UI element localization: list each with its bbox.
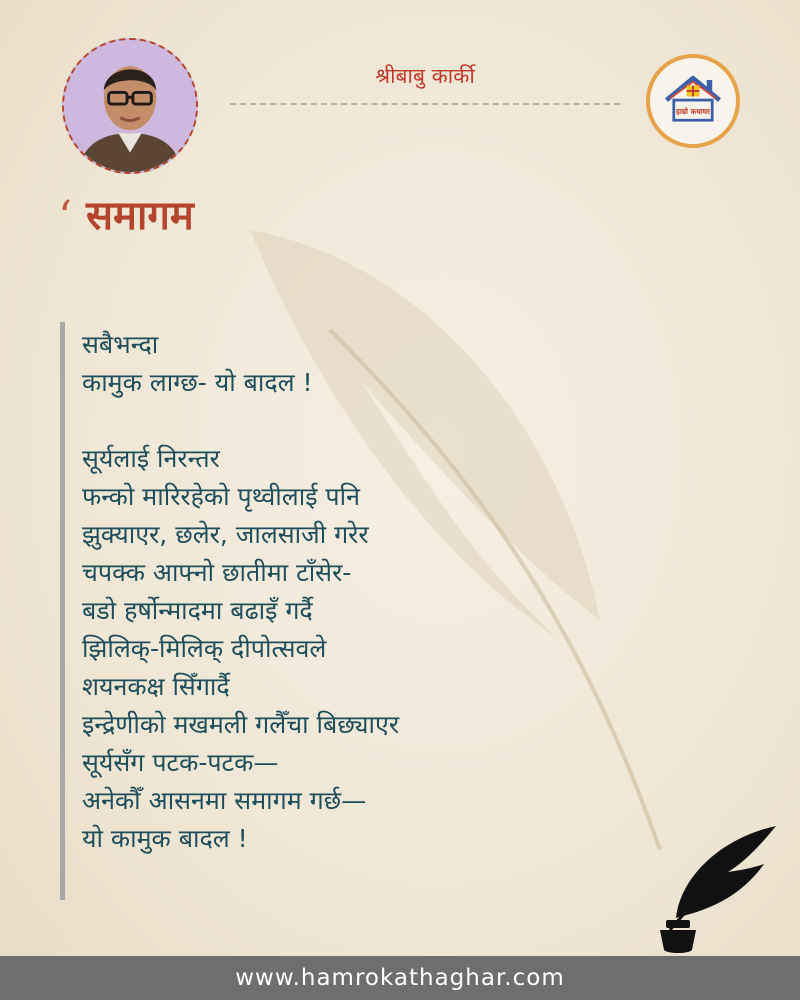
poem-line: सूर्यलाई निरन्तर — [82, 444, 220, 473]
author-avatar — [62, 38, 198, 174]
poem-line: सबैभन्दा — [82, 330, 159, 359]
poem-line: शयनकक्ष सिँगार्दै — [82, 672, 230, 701]
poem-line: फन्को मारिरहेको पृथ्वीलाई पनि — [82, 482, 360, 511]
avatar-portrait-icon — [64, 40, 196, 172]
stanza-break — [82, 402, 642, 440]
poem-line: सूर्यसँग पटक-पटक— — [82, 748, 279, 777]
poem-line: कामुक लाग्छ- यो बादल ! — [82, 368, 313, 397]
poem-body — [82, 326, 642, 858]
quill-inkpot-icon — [640, 818, 780, 958]
poem-line: अनेकौँ आसनमा समागम गर्छ— — [82, 786, 367, 815]
poem-line: झिलिक्-मिलिक् दीपोत्सवले — [82, 634, 327, 663]
poem-title: समागम — [86, 193, 194, 239]
author-name: श्रीबाबु कार्की — [375, 64, 475, 88]
author-divider — [230, 103, 620, 105]
house-logo-icon — [650, 58, 736, 144]
quote-mark-icon: ‘ — [58, 192, 72, 243]
site-logo[interactable] — [646, 54, 740, 148]
poem-line: बडो हर्षोन्मादमा बढाइँ गर्दै — [82, 596, 313, 625]
footer-url[interactable]: www.hamrokathaghar.com — [0, 956, 800, 1000]
poem-accent-bar — [60, 322, 65, 900]
poem-line: इन्द्रेणीको मखमली गलैँचा बिछ्याएर — [82, 710, 400, 739]
poem-line: चपक्क आफ्नो छातीमा टाँसेर- — [82, 558, 352, 587]
poem-line: यो कामुक बादल ! — [82, 824, 248, 853]
logo-text: हाम्रो कथाघर — [675, 106, 711, 116]
poem-line: झुक्याएर, छलेर, जालसाजी गरेर — [82, 520, 369, 549]
